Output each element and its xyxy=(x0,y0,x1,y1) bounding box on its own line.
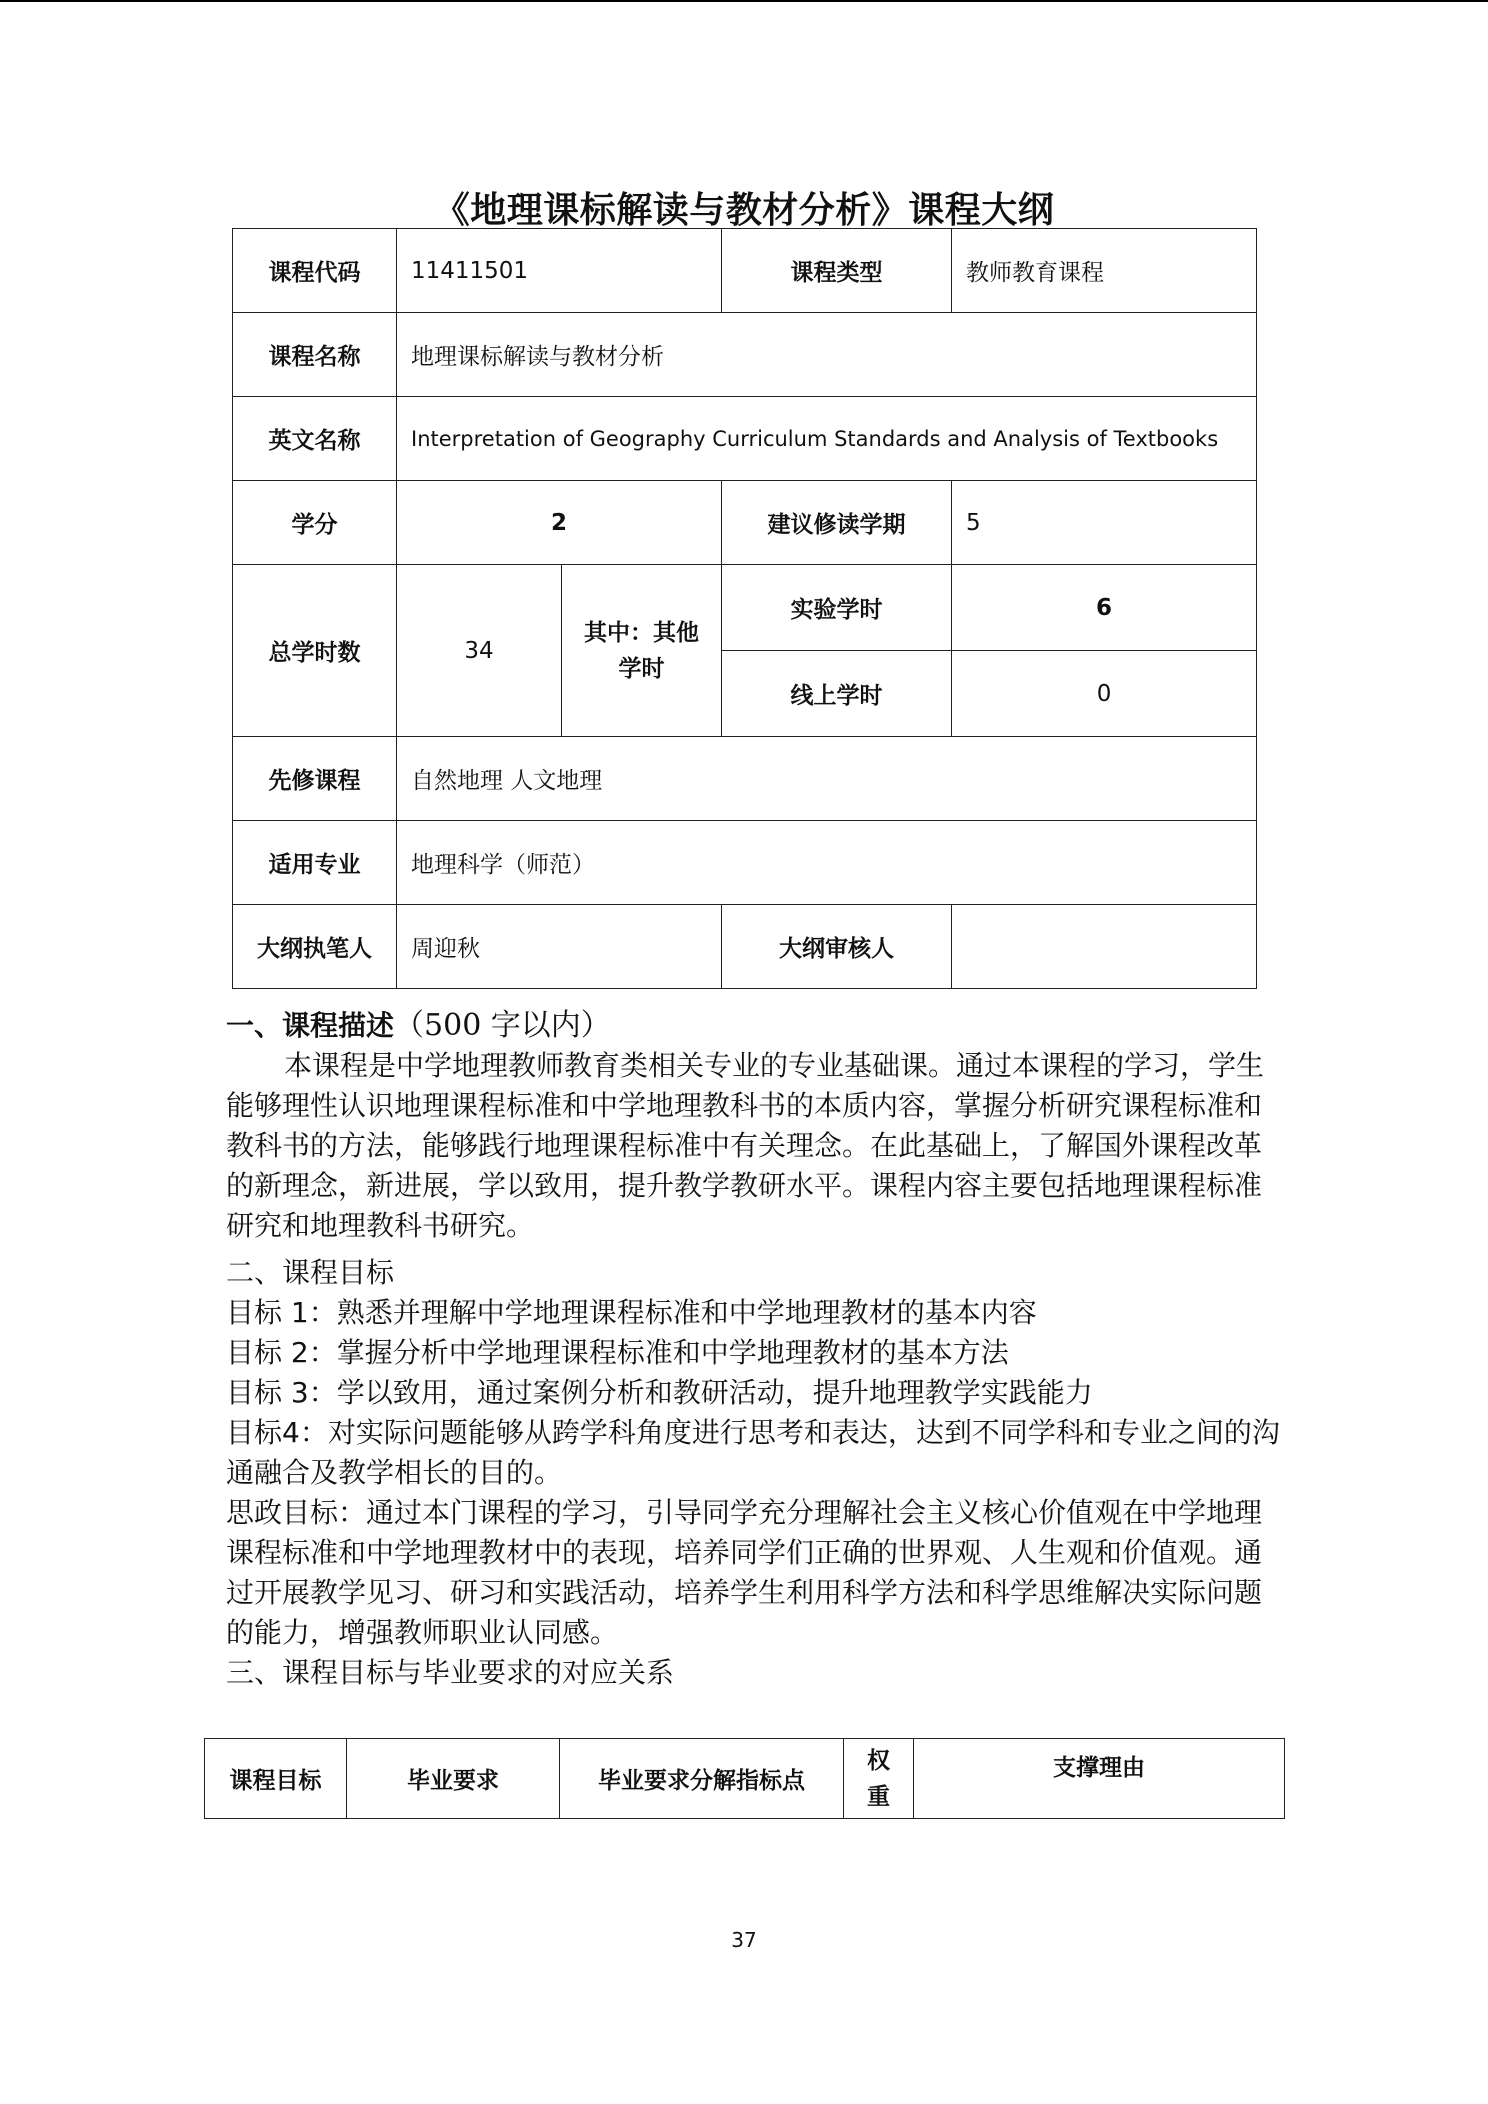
section1-heading: 一、课程描述 xyxy=(226,1009,395,1042)
prereq-value: 自然地理 人文地理 xyxy=(397,737,1257,821)
author-value: 周迎秋 xyxy=(397,905,722,989)
col-graduation-requirement: 毕业要求 xyxy=(347,1739,560,1819)
table-row xyxy=(233,565,1257,651)
course-type-label: 课程类型 xyxy=(722,229,952,313)
credit-label: 学分 xyxy=(233,481,397,565)
credit-value: 2 xyxy=(397,481,722,565)
course-info-table xyxy=(232,228,1257,989)
section3-heading: 三、课程目标与毕业要求的对应关系 xyxy=(226,1656,675,1689)
goal-1: 目标 1：熟悉并理解中学地理课程标准和中学地理教材的基本内容 xyxy=(226,1296,1037,1329)
major-value: 地理科学（师范） xyxy=(397,821,1257,905)
prereq-label: 先修课程 xyxy=(233,737,397,821)
goal-2: 目标 2：掌握分析中学地理课程标准和中学地理教材的基本方法 xyxy=(226,1336,1009,1369)
ideological-goal: 思政目标：通过本门课程的学习，引导同学充分理解社会主义核心价值观在中学地理课程标准和中学地理教材中的表现，培养同学们正确的世界观、人生观和价值观。通过开展教学见习、研习和实践活动，培养学生利用科学方法和科学思维解决实际问题的能力，增强教师职业认同感。 xyxy=(226,1496,1263,1649)
table-row xyxy=(233,905,1257,989)
page-top-border xyxy=(0,0,1488,2)
table-header-row xyxy=(205,1739,1285,1819)
goal-3: 目标 3：学以致用，通过案例分析和教研活动，提升地理教学实践能力 xyxy=(226,1376,1093,1409)
section1-heading-note: （500 字以内） xyxy=(394,1008,611,1043)
course-code-value: 11411501 xyxy=(397,229,722,313)
section-course-description xyxy=(226,1006,1286,1246)
english-name-label: 英文名称 xyxy=(233,397,397,481)
english-name-cell xyxy=(397,397,1257,481)
other-hours-label: 其中：其他学时 xyxy=(562,565,722,737)
goal-4: 目标4：对实际问题能够从跨学科角度进行思考和表达，达到不同学科和专业之间的沟通融合及教学相长的目的。 xyxy=(226,1416,1280,1489)
online-hours-value: 0 xyxy=(952,651,1257,737)
table-row xyxy=(233,481,1257,565)
author-label: 大纲执笔人 xyxy=(233,905,397,989)
goal-requirement-table xyxy=(204,1738,1285,1819)
english-name-value: Interpretation of Geography Curriculum Standards and Analysis of Textbooks xyxy=(411,426,1219,451)
section-course-goals xyxy=(226,1253,1286,1693)
reviewer-value xyxy=(952,905,1257,989)
page-number: 37 xyxy=(731,1928,757,1952)
semester-label: 建议修读学期 xyxy=(722,481,952,565)
course-name-label: 课程名称 xyxy=(233,313,397,397)
major-label: 适用专业 xyxy=(233,821,397,905)
table-row xyxy=(233,397,1257,481)
lab-hours-value: 6 xyxy=(952,565,1257,651)
col-indicator: 毕业要求分解指标点 xyxy=(560,1739,844,1819)
total-hours-label: 总学时数 xyxy=(233,565,397,737)
course-code-label: 课程代码 xyxy=(233,229,397,313)
table-row xyxy=(233,737,1257,821)
section2-heading: 二、课程目标 xyxy=(226,1256,395,1289)
col-course-goal: 课程目标 xyxy=(205,1739,347,1819)
course-name-value: 地理课标解读与教材分析 xyxy=(397,313,1257,397)
lab-hours-label: 实验学时 xyxy=(722,565,952,651)
table-row xyxy=(233,821,1257,905)
table-row xyxy=(233,313,1257,397)
table-row xyxy=(233,229,1257,313)
total-hours-value: 34 xyxy=(397,565,562,737)
col-reason: 支撑理由 xyxy=(914,1739,1285,1819)
semester-value: 5 xyxy=(952,481,1257,565)
document-title: 《地理课标解读与教材分析》课程大纲 xyxy=(433,190,1055,231)
course-type-value: 教师教育课程 xyxy=(952,229,1257,313)
col-weight: 权重 xyxy=(844,1739,914,1819)
reviewer-label: 大纲审核人 xyxy=(722,905,952,989)
section1-body: 本课程是中学地理教师教育类相关专业的专业基础课。通过本课程的学习，学生能够理性认识地理课程标准和中学地理教科书的本质内容，掌握分析研究课程标准和教科书的方法，能够践行地理课程标准中有关理念。在此基础上，了解国外课程改革的新理念，新进展，学以致用，提升教学教研水平。课程内容主要包括地理课程标准研究和地理教科书研究。 xyxy=(226,1049,1265,1242)
online-hours-label: 线上学时 xyxy=(722,651,952,737)
